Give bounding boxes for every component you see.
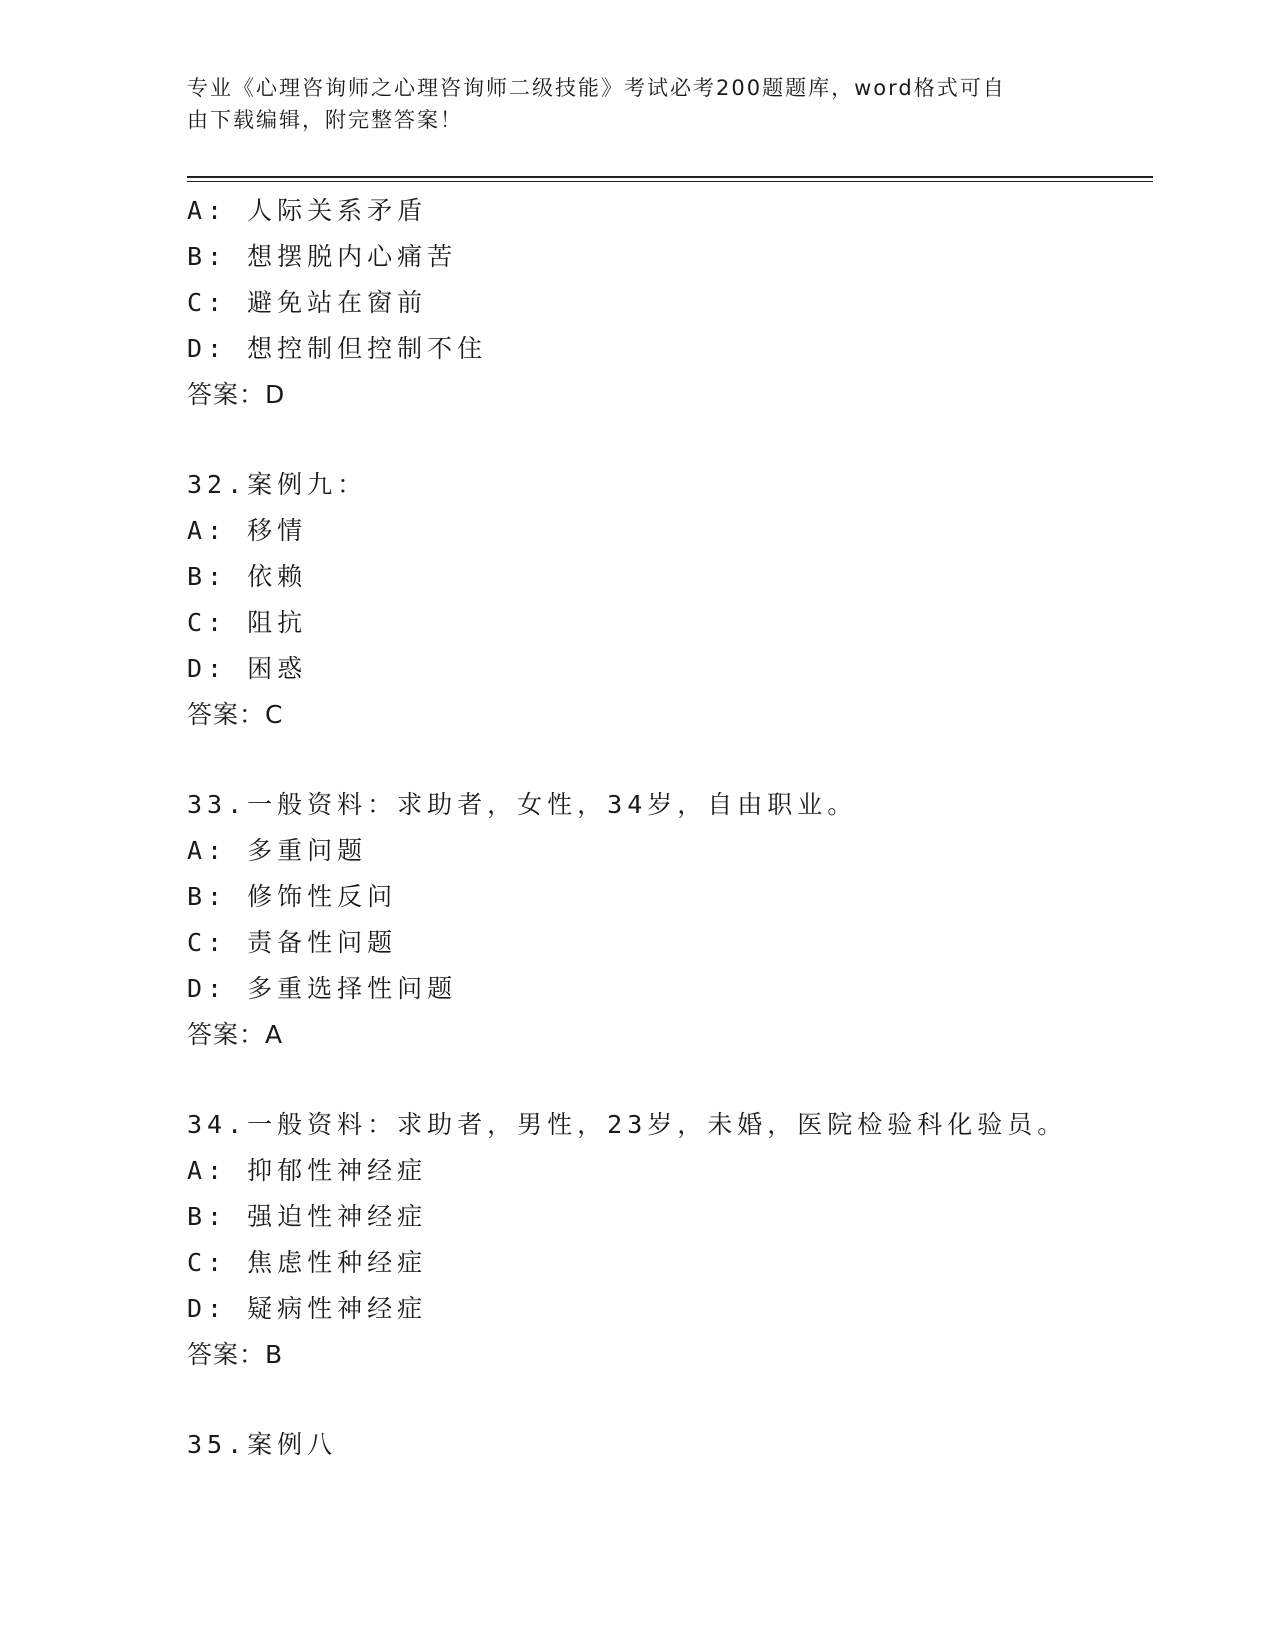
block-spacer [187,1378,1153,1422]
answer-text: 答案：D [187,380,286,409]
option-c: C: 阻抗 [187,608,308,637]
question-title: 33.一般资料：求助者，女性，34岁，自由职业。 [187,790,858,819]
option-d: D: 想控制但控制不住 [187,334,488,363]
option-a: A: 多重问题 [187,836,368,865]
option-b: B: 修饰性反问 [187,882,398,911]
block-spacer [187,738,1153,782]
block-spacer [187,1058,1153,1102]
header-divider-thin [187,181,1153,182]
option-b: B: 想摆脱内心痛苦 [187,242,458,271]
answer-text: 答案：B [187,1340,284,1369]
option-c: C: 焦虑性种经症 [187,1248,428,1277]
answer-text: 答案：C [187,700,284,729]
option-a: A: 抑郁性神经症 [187,1156,428,1185]
block-spacer [187,418,1153,462]
option-d: D: 困惑 [187,654,308,683]
option-a: A: 人际关系矛盾 [187,196,428,225]
question-title: 32.案例九： [187,470,368,499]
option-d: D: 疑病性神经症 [187,1294,428,1323]
option-b: B: 依赖 [187,562,308,591]
question-list [187,188,1153,1468]
option-c: C: 避免站在窗前 [187,288,428,317]
question-block-35 [187,1422,1153,1468]
option-d: D: 多重选择性问题 [187,974,458,1003]
question-title: 35.案例八 [187,1430,338,1459]
option-c: C: 责备性问题 [187,928,398,957]
document-header [187,72,1067,136]
option-a: A: 移情 [187,516,308,545]
header-line-1: 专业《心理咨询师之心理咨询师二级技能》考试必考200题题库，word格式可自 [187,76,1006,100]
question-block-34 [187,1102,1153,1378]
header-divider-thick [187,176,1153,178]
header-line-2: 由下载编辑，附完整答案！ [187,108,463,132]
question-block-32 [187,462,1153,738]
question-block-31 [187,188,1153,418]
question-title: 34.一般资料：求助者，男性，23岁，未婚，医院检验科化验员。 [187,1110,1068,1139]
answer-text: 答案：A [187,1020,284,1049]
question-block-33 [187,782,1153,1058]
option-b: B: 强迫性神经症 [187,1202,428,1231]
